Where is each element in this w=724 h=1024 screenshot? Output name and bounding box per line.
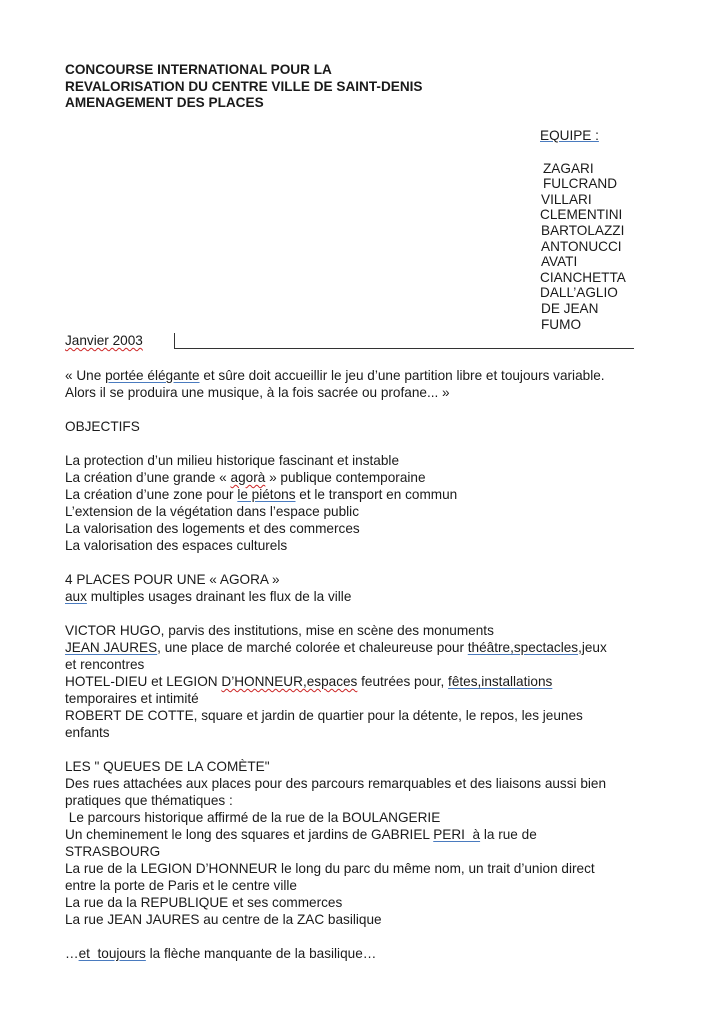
quote-line: Alors il se produira une musique, à la fois sacrée ou profane... » — [65, 385, 450, 400]
objective-item: La valorisation des logements et des commerces — [65, 521, 360, 536]
quote-line: « Une portée élégante et sûre doit accueillir le jeu d’une partition libre et toujours variable. — [65, 368, 605, 383]
grammar-underline: fêtes,installations — [448, 674, 553, 689]
street-item: entre la porte de Paris et le centre ville — [65, 878, 297, 893]
street-item: La rue JEAN JAURES au centre de la ZAC basilique — [65, 912, 382, 927]
team-heading: EQUIPE : — [540, 128, 599, 143]
street-item: STRASBOURG — [65, 844, 161, 859]
text-cursor — [174, 333, 175, 348]
section-heading: LES " QUEUES DE LA COMÈTE" — [65, 759, 270, 774]
paragraph: Des rues attachées aux places pour des parcours remarquables et des liaisons aussi bien — [65, 776, 607, 791]
team-member: DE JEAN — [541, 300, 599, 316]
place-item: et rencontres — [65, 657, 145, 672]
team-member: ANTONUCCI — [541, 238, 622, 254]
grammar-underline: le piétons — [237, 487, 296, 502]
team-member: CIANCHETTA — [540, 269, 626, 285]
section-subheading: aux multiples usages drainant les flux de la ville — [65, 589, 352, 604]
title-line: AMENAGEMENT DES PLACES — [65, 95, 264, 110]
grammar-underline: JEAN JAURES — [65, 640, 158, 655]
street-item: Un cheminement le long des squares et jardins de GABRIEL PERI à la rue de — [65, 827, 537, 842]
grammar-underline: portée élégante — [105, 368, 200, 383]
date-text: Janvier 2003 — [65, 333, 143, 348]
objective-item: La création d’une zone pour le piétons et le transport en commun — [65, 487, 458, 502]
section-heading: 4 PLACES POUR UNE « AGORA » — [65, 572, 280, 587]
grammar-underline: PERI à — [433, 827, 481, 842]
team-list — [540, 161, 626, 333]
team-member: FULCRAND — [543, 176, 618, 192]
team-member: CLEMENTINI — [540, 207, 623, 223]
objective-item: La création d’une grande « agorà » publique contemporaine — [65, 470, 426, 485]
team-member: VILLARI — [541, 191, 592, 207]
objective-item: L’extension de la végétation dans l’espace public — [65, 504, 359, 519]
objective-item: La valorisation des espaces culturels — [65, 538, 288, 553]
team-member: AVATI — [541, 254, 578, 270]
team-member: FUMO — [541, 316, 582, 332]
paragraph: pratiques que thématiques : — [65, 793, 233, 808]
street-item: La rue de la LEGION D’HONNEUR le long du parc du même nom, un trait d’union direct — [65, 861, 595, 876]
closing-line: …et toujours la flèche manquante de la basilique… — [65, 946, 377, 961]
date-row — [65, 333, 635, 349]
title-line: CONCOURSE INTERNATIONAL POUR LA — [65, 62, 332, 77]
spelling-underline: D’HONNEUR,espaces — [221, 674, 358, 689]
title-line: REVALORISATION DU CENTRE VILLE DE SAINT-DENIS — [65, 78, 423, 94]
place-item: temporaires et intimité — [65, 691, 199, 706]
document-body — [65, 367, 665, 962]
grammar-underline: et toujours — [78, 946, 146, 961]
street-item: La rue da la REPUBLIQUE et ses commerces — [65, 895, 343, 910]
document-title — [65, 62, 423, 112]
section-heading: OBJECTIFS — [65, 419, 140, 434]
place-item: enfants — [65, 725, 110, 740]
team-member: DALL’AGLIO — [540, 285, 618, 301]
street-item: Le parcours historique affirmé de la rue de la BOULANGERIE — [65, 810, 441, 825]
objective-item: La protection d’un milieu historique fascinant et instable — [65, 453, 400, 468]
grammar-underline: aux — [65, 589, 87, 604]
team-member: ZAGARI — [543, 160, 594, 176]
team-block — [540, 128, 626, 332]
grammar-underline: théâtre,spectacles — [467, 640, 579, 655]
team-member: BARTOLAZZI — [541, 222, 625, 238]
spelling-underline: agorà — [230, 470, 266, 485]
divider-line — [174, 348, 634, 349]
place-item: VICTOR HUGO, parvis des institutions, mise en scène des monuments — [65, 623, 494, 638]
place-item: JEAN JAURES, une place de marché colorée et chaleureuse pour théâtre,spectacles,jeux — [65, 640, 607, 655]
place-item: HOTEL-DIEU et LEGION D’HONNEUR,espaces feutrées pour, fêtes,installations — [65, 674, 553, 689]
place-item: ROBERT DE COTTE, square et jardin de quartier pour la détente, le repos, les jeunes — [65, 708, 583, 723]
